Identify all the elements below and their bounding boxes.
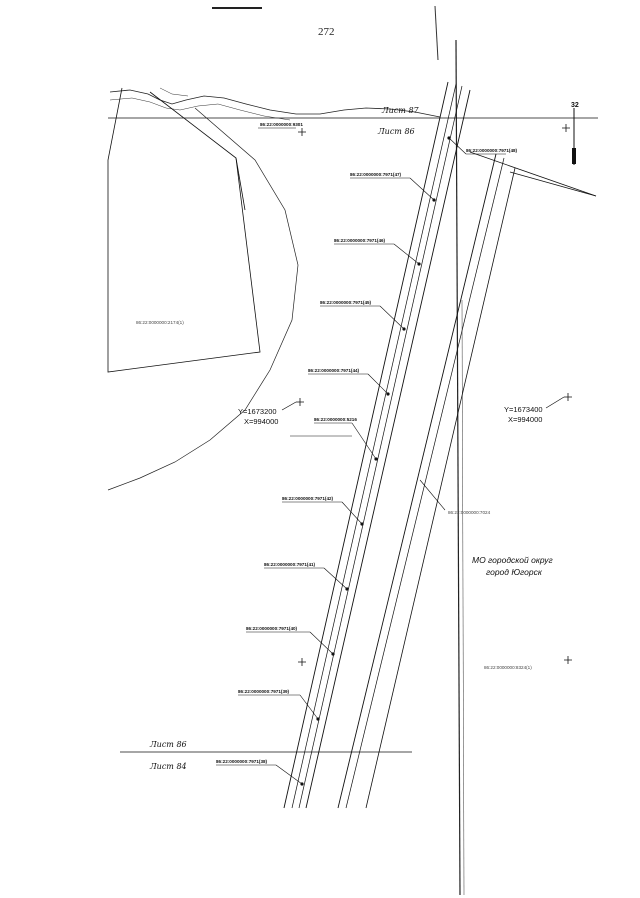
north-arrow [571,102,579,165]
parcel-callout-2 [447,136,517,154]
sheet-label-86-bottom: Лист 86 [150,740,187,749]
sheet-label-84: Лист 84 [150,762,187,771]
corridor-line-3 [299,86,462,808]
coord-left-y: Y=1673200 [238,407,277,416]
boundary-small [160,88,188,96]
parcel-callout-11 [238,689,320,721]
coord-left-x: X=994000 [244,417,279,426]
corridor-line-6 [346,158,504,808]
corridor-line-2 [292,84,456,808]
parcel-left-inner [236,158,245,210]
svg-text:86:22:0000000:7971(44): 86:22:0000000:7971(44) [308,368,360,373]
parcel-callout-1 [258,122,303,128]
svg-text:86:22:0000000:7971(39): 86:22:0000000:7971(39) [238,689,290,694]
sheet-label-86-top: Лист 86 [378,127,415,136]
svg-text:86:22:0000000:7971(46): 86:22:0000000:7971(46) [334,238,386,243]
corridor-line-5 [338,154,496,808]
parcel-callout-6 [308,368,390,396]
page-edge-line [456,40,460,895]
svg-text:86:22:0000000:7971(48): 86:22:0000000:7971(48) [466,148,518,153]
arc-boundary [108,108,298,490]
page-number: 272 [318,26,335,38]
municipality-line-1: МО городской округ [472,555,553,565]
coord-right-leader [546,397,564,408]
svg-text:86:22:0000000:7971(42): 86:22:0000000:7971(42) [282,496,334,501]
right-boundary-lower [510,172,596,196]
corridor-line-4 [306,90,470,808]
sheet-label-87: Лист 87 [382,106,419,115]
parcel-callout-3 [350,172,436,202]
parcel-callout-12 [216,759,304,786]
parcel-label-road: 86:22:0000000:7024 [448,510,491,515]
coord-right-y: Y=1673400 [504,405,543,414]
parcel-label-right-area: 86:22:0000000:8324(1) [484,665,532,670]
svg-text:86:22:0000000:9301: 86:22:0000000:9301 [260,122,303,127]
coord-right-x: X=994000 [508,415,543,424]
parcel-label-left-area: 86:22:0000000:2174(1) [136,320,184,325]
grid-crosses [296,124,572,666]
right-boundary-upper [470,152,596,196]
svg-text:86:22:0000000:7971(38): 86:22:0000000:7971(38) [216,759,268,764]
page-edge-line-top [435,6,438,60]
coord-left-leader [282,402,296,410]
svg-text:86:22:0000000:7971(45): 86:22:0000000:7971(45) [320,300,372,305]
parcel-callout-7 [290,417,378,461]
corridor-line-1 [284,82,448,808]
svg-text:86:22:0000000:7971(41): 86:22:0000000:7971(41) [264,562,316,567]
svg-text:86:22:0000000:7971(40): 86:22:0000000:7971(40) [246,626,298,631]
svg-text:86:22:0000000:7971(47): 86:22:0000000:7971(47) [350,172,402,177]
corridor-line-7 [366,168,515,808]
boundary-wavy-top-2 [110,98,290,120]
parcel-left-boundary [108,88,260,372]
svg-text:86:22:0000000:5216: 86:22:0000000:5216 [314,417,357,422]
scale-label: 32 [571,102,579,109]
municipality-line-2: город Югорск [486,567,542,577]
